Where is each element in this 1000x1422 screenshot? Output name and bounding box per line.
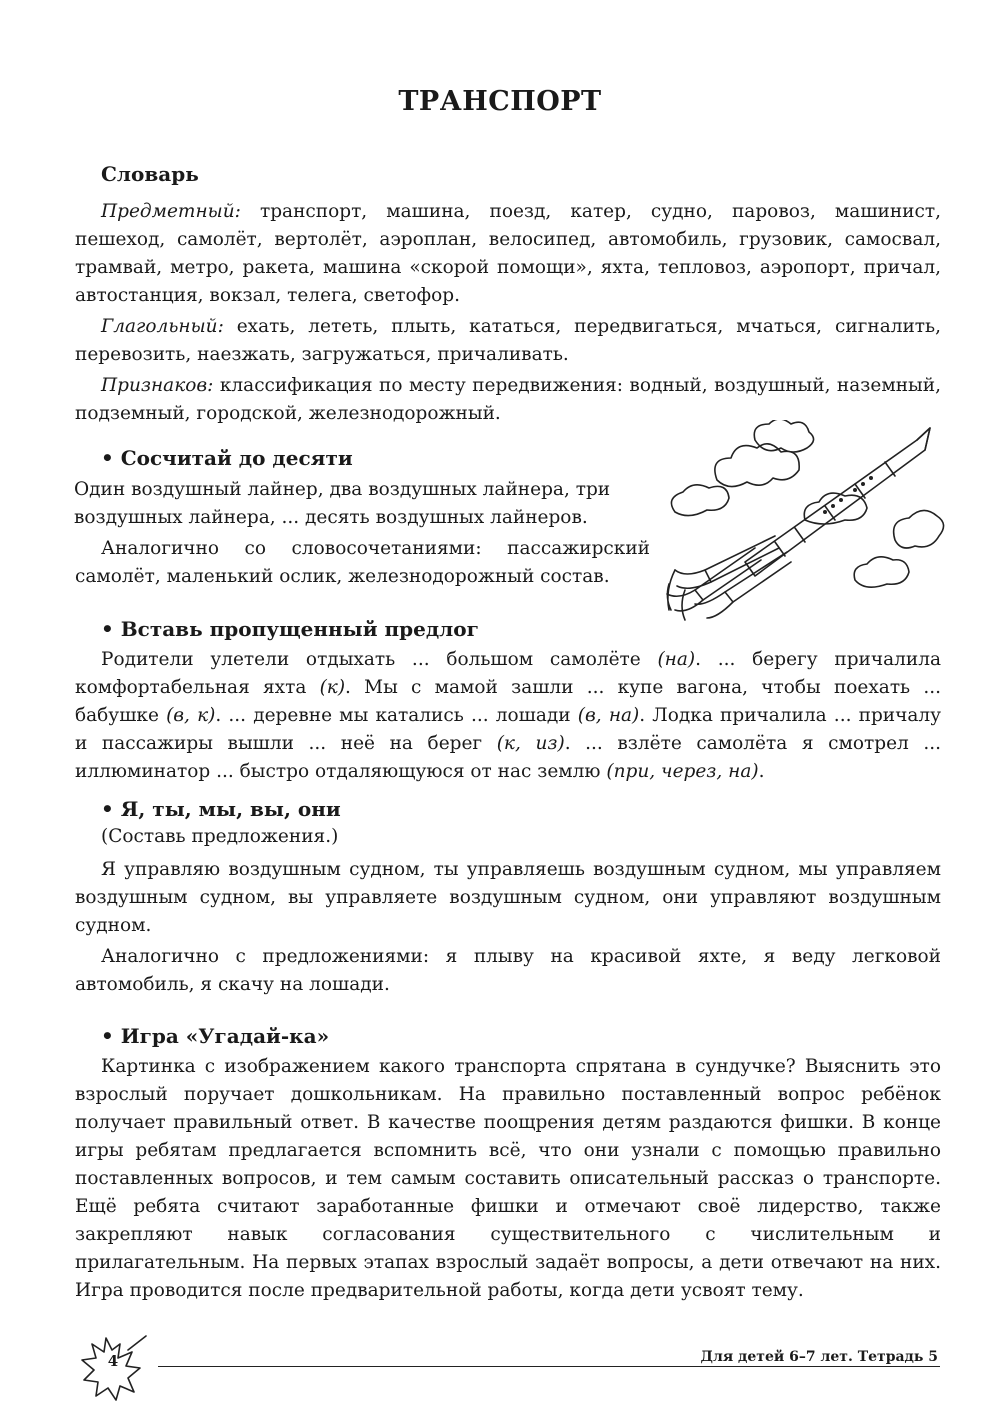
vocabulary-heading: Словарь: [101, 162, 199, 186]
game-text: Картинка с изображением какого транспорта спрятана в сундучке? Выяснить это взрослый поручает дошкольникам. На правильно поставленный вопрос ребёнок получает правильный ответ. В качестве поощрения детям раздаются фишки. В конце игры ребятам предлагается вспомнить всё, что они узнали с помощью правильно поставленных вопросов, и тем самым составить описательный рассказ о транспорте. Ещё ребята считают заработанные фишки и отмечают своё лидерство, также закрепляют навык согласования существительного с числительным и прилагательным. На первых этапах взрослый задаёт вопросы, а дети отвечают на них. Игра проводится после предварительной работы, когда дети усвоят тему.: [75, 1056, 941, 1301]
pronouns-heading: • Я, ты, мы, вы, они: [101, 797, 341, 821]
preposition-section: [75, 615, 941, 786]
pronouns-paragraph-1: Я управляю воздушным судном, ты управляешь воздушным судном, мы управляем воздушным судном, вы управляете воздушным судном, они управляют воздушным судном.: [75, 859, 941, 936]
verb-text: ехать, лететь, плыть, кататься, передвигаться, мчаться, сигналить, перевозить, наезжать, загружаться, причаливать.: [75, 316, 941, 365]
noun-label: Предметный:: [101, 201, 241, 222]
preposition-text: [75, 646, 941, 786]
count-paragraph-2: Аналогично со словосочетаниями: пассажирский самолёт, маленький ослик, железнодорожный состав.: [75, 538, 650, 587]
prep-hint: (к, из): [496, 733, 565, 754]
count-section: [75, 444, 650, 591]
footer-book-title: Для детей 6–7 лет. Тетрадь 5: [700, 1349, 938, 1365]
pronouns-section: [75, 795, 941, 999]
prep-part: . ... берегу причалила комфортабельная яхта: [75, 649, 941, 698]
prep-hint: (в, к): [166, 705, 216, 726]
prep-hint: (в, на): [577, 705, 640, 726]
game-heading: • Игра «Угадай-ка»: [101, 1024, 330, 1048]
prep-hint: (на): [657, 649, 696, 670]
rocket-icon: [655, 420, 945, 625]
prep-part: . ... деревне мы катались ... лошади: [215, 705, 578, 726]
noun-text: транспорт, машина, поезд, катер, судно, паровоз, машинист, пешеход, самолёт, вертолёт, аэроплан, велосипед, автомобиль, грузовик, самосвал, трамвай, метро, ракета, машина «скорой помощи», яхта, тепловоз, аэропорт, причал, автостанция, вокзал, телега, светофор.: [75, 201, 941, 306]
count-paragraph-1: Один воздушный лайнер, два воздушных лайнера, три воздушных лайнера, ... десять воздушных лайнеров.: [74, 479, 611, 528]
game-section: [75, 1022, 941, 1305]
adj-label: Признаков:: [101, 375, 214, 396]
prep-part: Родители улетели отдыхать ... большом самолёте: [101, 649, 658, 670]
adj-text: классификация по месту передвижения: водный, воздушный, наземный, подземный, городской, железнодорожный.: [75, 375, 941, 424]
count-heading: • Сосчитай до десяти: [101, 446, 353, 470]
vocabulary-nouns: [75, 198, 941, 310]
prep-hint: (к): [319, 677, 346, 698]
footer-rule: [158, 1366, 940, 1367]
page-number: 4: [107, 1352, 119, 1370]
vocabulary-verbs: [75, 313, 941, 369]
prep-part: . ... взлёте самолёта я смотрел ... иллюминатор ... быстро отдаляющуюся от нас землю: [75, 733, 942, 782]
vocabulary-section: [75, 160, 941, 428]
preposition-heading: • Вставь пропущенный предлог: [101, 617, 479, 641]
prep-part: . Лодка причалила ... причалу и пассажиры вышли ... неё на берег: [75, 705, 942, 754]
prep-hint: (при, через, на): [606, 761, 759, 782]
verb-label: Глагольный:: [101, 316, 224, 337]
pronouns-subheading: (Составь предложения.): [101, 826, 339, 847]
pronouns-paragraph-2: Аналогично с предложениями: я плыву на красивой яхте, я веду легковой автомобиль, я скачу на лошади.: [75, 946, 941, 995]
prep-part: .: [758, 761, 765, 782]
prep-part: . Мы с мамой зашли ... купе вагона, чтобы поехать ... бабушке: [75, 677, 941, 726]
page-title: ТРАНСПОРТ: [398, 86, 602, 117]
